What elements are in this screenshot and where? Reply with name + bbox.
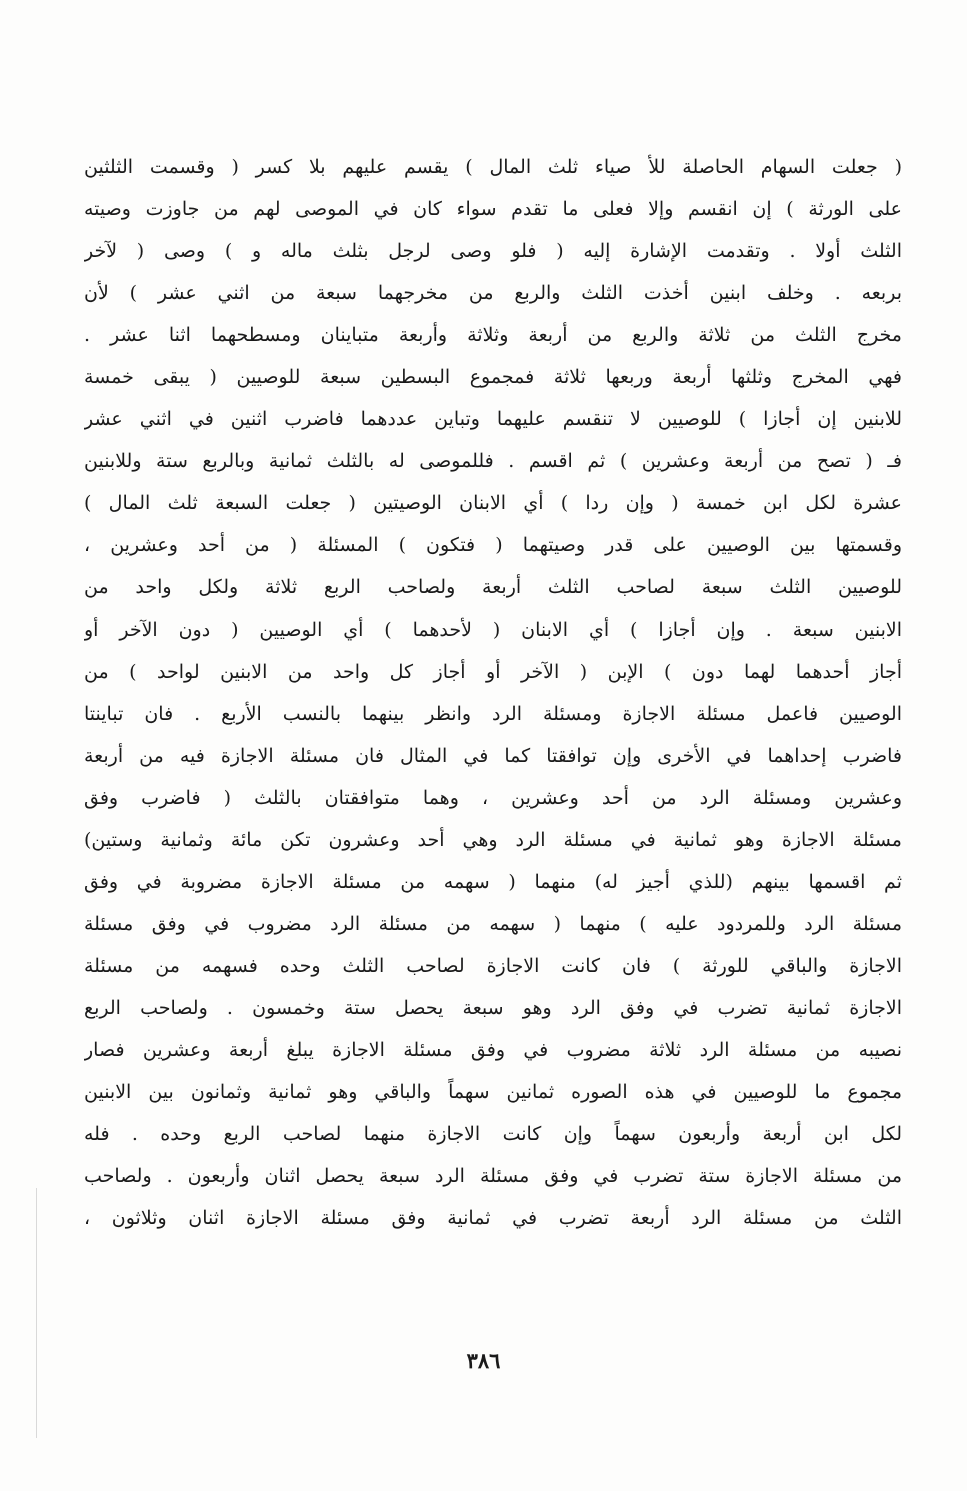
body-text [84,146,902,1239]
text-line: نصيبه من مسئلة الرد ثلاثة مضروب في وفق مسئلة الاجازة يبلغ أربعة وعشرين فصار [84,1038,902,1061]
text-line: مجموع ما للوصيين في هذه الصوره ثمانين سهماً والباقي وهو ثمانية وثمانون بين الابنين [84,1081,902,1104]
text-line: من مسئلة الاجازة ستة تضرب في وفق مسئلة الرد سبعة يحصل اثنان وأربعون . ولصاحب [84,1165,902,1188]
text-line: فاضرب إحداهما في الأخرى وإن توافقتا كما في المثال فان مسئلة الاجازة فيه من أربعة [84,744,902,767]
text-line: فهي المخرج وثلثها أربعة وربعها ثلاثة فمجموع البسطين سبعة للوصيين ( يبقى خمسة [84,366,902,389]
text-line: مسئلة الرد وللمردود عليه ) منهما ( سهمه من مسئلة الرد مضروب في وفق مسئلة [84,912,902,935]
text-line: وعشرين ومسئلة الرد من أحد وعشرين ، وهما متوافقتان بالثلث ( فاضرب وفق [84,786,902,809]
text-line: بربعه . وخلف ابنين أخذت الثلث والربع من مخرجهما سبعة من اثني عشر ) لأن [84,282,902,305]
text-line: وقسمتها بين الوصيين على قدر وصيتهما ( فتكون ) المسئلة ( من أحد وعشرين ، [84,534,902,557]
text-line: عشرة لكل ابن خمسة ( وإن ردا ) أي الابنان الوصيتين ( جعلت السبعة ثلث المال ) [84,492,902,515]
scan-edge-line [36,1188,37,1438]
text-line: مخرج الثلث من ثلاثة والربع من أربعة وثلاثة وأربعة متباينان ومسطحهما اثنا عشر . [84,324,902,347]
text-line: لكل ابن أربعة وأربعون سهماً وإن كانت الاجازة منهما لصاحب الربع وحده . فله [84,1123,902,1146]
text-line: للابنين إن أجازا ) للوصيين لا تنقسم عليهما وتباين عددهما فاضرب اثنين في اثني عشر [84,408,902,431]
text-line: الوصيين فاعمل مسئلة الاجازة ومسئلة الرد وانظر بينهما بالنسب الأربع . فان تباينتا [84,702,902,725]
text-line: على الورثة ) إن انقسم وإلا فعلى ما تقدم سواء كان في الموصى لهم من جاوزت وصيته [84,198,902,221]
text-line: ثم اقسمها بينهم (للذي أجيز له) منهما ( سهمه من مسئلة الاجازة مضروبة في وفق [84,870,902,893]
text-line: مسئلة الاجازة وهو ثمانية في مسئلة الرد وهي أحد وعشرون تكن مائة وثمانية وستين) [84,828,902,851]
text-line: الاجازة ثمانية تضرب في وفق الرد وهو سبعة يحصل ستة وخمسون . ولصاحب الربع [84,996,902,1019]
text-line: الابنين سبعة . وإن أجازا ) أي الابنان ( لأحدهما ) أي الوصيين ( دون الآخر أو [84,618,902,641]
text-line: الثلث من مسئلة الرد أربعة تضرب في ثمانية وفق مسئلة الاجازة اثنان وثلاثون ، [84,1207,902,1230]
text-line: ( جعلت السهام الحاصلة للأ صياء ثلث المال ) يقسم عليهم بلا كسر ( وقسمت الثلثين [84,156,902,178]
text-line: للوصيين الثلث سبعة لصاحب الثلث أربعة ولصاحب الربع ثلاثة ولكل واحد من [84,576,902,599]
text-line: الثلث أولا . وتقدمت الإشارة إليه ( فلو وصى لرجل بثلث ماله و ) وصى ( لآخر [84,240,902,263]
text-line: الاجازة والباقي للورثة ) فان كانت الاجازة لصاحب الثلث وحده فسهمه من مسئلة [84,954,902,977]
text-line: فـ ( تصح من أربعة وعشرين ) ثم اقسم . فللموصى له بالثلث ثمانية وبالربع ستة وللابنين [84,450,902,473]
page-number: ٣٨٦ [466,1348,501,1373]
text-line: أجاز أحدهما لهما دون ) الإبن ( الآخر أو أجاز كل واحد من الابنين لواحد ) من [84,660,902,683]
